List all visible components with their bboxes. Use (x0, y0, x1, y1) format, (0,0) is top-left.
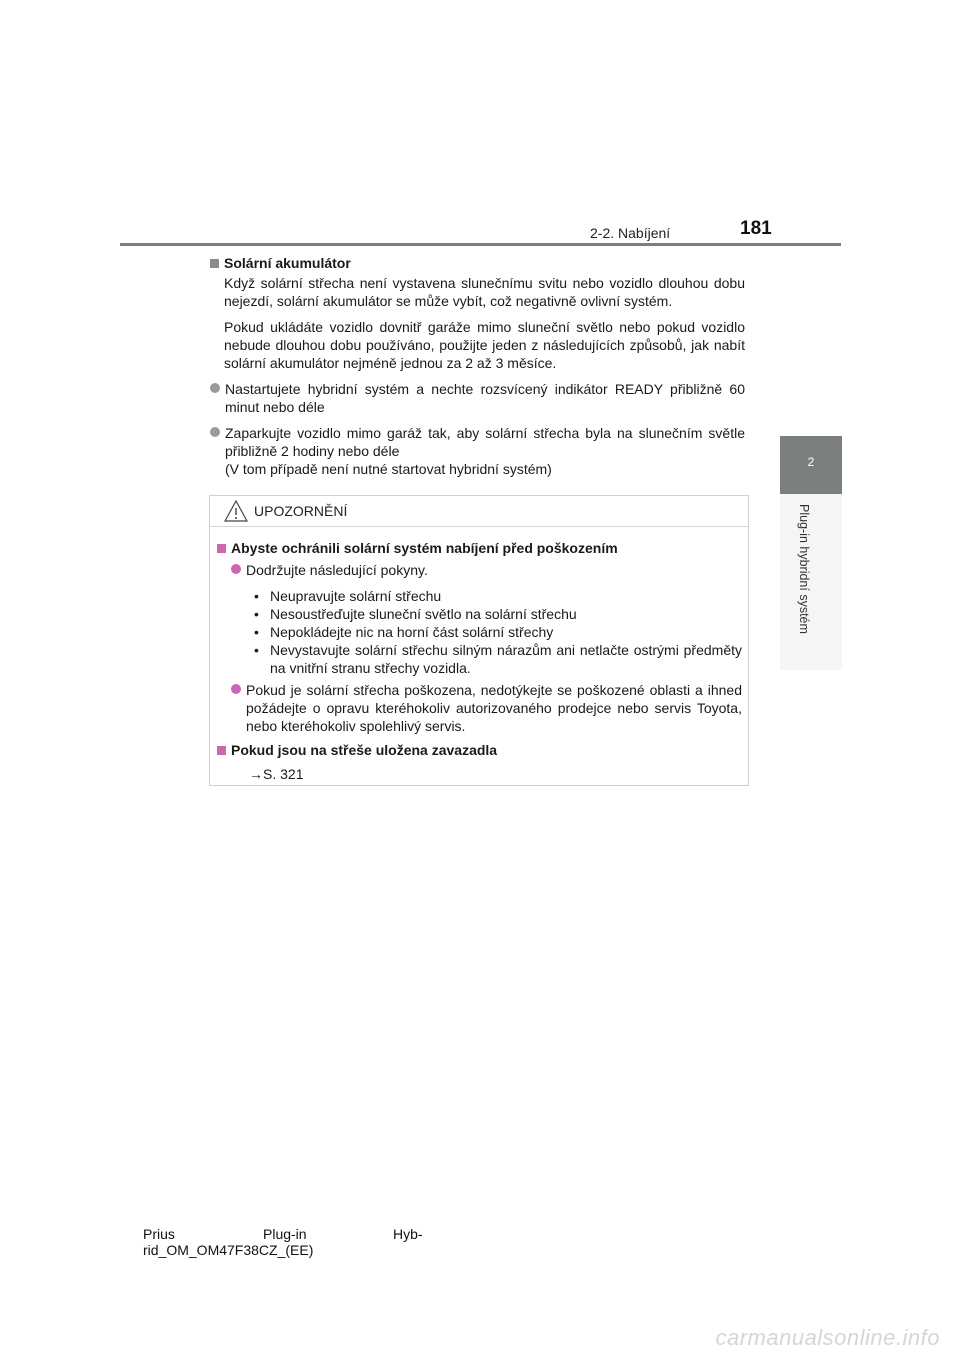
watermark-logo: carmanualsonline.info (715, 1325, 940, 1350)
warning-box (209, 495, 749, 786)
chapter-tab (780, 436, 842, 494)
list-item-text: Dodržujte následující pokyny. (246, 562, 428, 578)
solar-battery-heading (210, 254, 745, 272)
chapter-title: Plug-in hybridní systém (797, 504, 811, 634)
footer-word: Plug-in (263, 1226, 307, 1242)
warning-header (210, 496, 748, 527)
list-item (231, 561, 742, 579)
list-item-text: Nepokládejte nic na horní část solární střechy (270, 624, 554, 640)
footer-line (143, 1226, 423, 1242)
list-item (254, 587, 742, 605)
footer-word: Hyb- (393, 1226, 423, 1242)
list-item (254, 623, 742, 641)
paragraph: Když solární střecha není vystavena slunečnímu svitu nebo vozidlo dlouhou dobu nejezdí, solární akumulátor se může vybít, což negativně ovlivní systém. (224, 275, 745, 309)
list-item-text: Nesoustřeďujte sluneční světlo na solární střechu (270, 606, 577, 622)
page-number: 181 (740, 218, 772, 239)
chapter-strip (780, 494, 842, 670)
square-bullet-icon (210, 259, 219, 268)
round-bullet-icon (231, 564, 241, 574)
warning-heading-text: Pokud jsou na střeše uložena zavazadla (231, 742, 498, 758)
warning-triangle-icon (224, 500, 248, 527)
bullet-marker: • (254, 642, 259, 658)
chapter-number: 2 (807, 455, 815, 469)
round-bullet-icon (231, 684, 241, 694)
paragraph: Pokud ukládáte vozidlo dovnitř garáže mimo sluneční světlo nebo pokud vozidlo nebude dlouhou dobu používáno, použijte jeden z následujících způsobů, jak nabít solární akumulátor nejméně jednou za 2 až 3 měsíce. (224, 319, 745, 371)
warning-body (210, 527, 748, 783)
header-divider (120, 243, 841, 246)
solar-battery-section (210, 254, 745, 478)
list-item (254, 641, 742, 677)
list-item-text: Neupravujte solární střechu (270, 588, 442, 604)
square-bullet-icon (217, 544, 226, 553)
warning-heading-text: Abyste ochránili solární systém nabíjení před poškozením (231, 540, 618, 556)
footer-doc-id (143, 1226, 423, 1258)
list-item-text: Pokud je solární střecha poškozena, nedotýkejte se poškozené oblasti a ihned požádejte o opravu kteréhokoliv autorizovaného prodejce nebo servis Toyota, nebo kteréhokoliv spolehlivý servis. (246, 682, 742, 734)
list-item-text (225, 424, 745, 478)
list-item (210, 424, 745, 478)
list-item-note: (V tom případě není nutné startovat hybridní systém) (225, 461, 552, 477)
footer-word: Prius (143, 1226, 175, 1242)
list-item (254, 605, 742, 623)
list-item-text-line: Zaparkujte vozidlo mimo garáž tak, aby solární střecha byla na slunečním světle přibližně 2 hodiny nebo déle (225, 425, 745, 459)
square-bullet-icon (217, 746, 226, 755)
warning-heading (217, 741, 742, 759)
round-bullet-icon (210, 427, 220, 437)
section-title: 2-2. Nabíjení (590, 225, 671, 241)
instruction-list (254, 587, 742, 677)
solar-battery-heading-text: Solární akumulátor (224, 255, 351, 271)
list-item-text: Nevystavujte solární střechu silným nárazům ani netlačte ostrými předměty na vnitřní stranu střechy vozidla. (270, 642, 742, 676)
warning-title: UPOZORNĚNÍ (254, 503, 348, 519)
list-item (231, 681, 742, 735)
bullet-marker: • (254, 588, 259, 604)
bullet-marker: • (254, 606, 259, 622)
footer-line: rid_OM_OM47F38CZ_(EE) (143, 1242, 314, 1258)
warning-heading (217, 539, 742, 557)
list-item (210, 380, 745, 416)
list-item-text: Nastartujete hybridní systém a nechte rozsvícený indikátor READY přibližně 60 minut nebo déle (225, 381, 745, 415)
round-bullet-icon (210, 383, 220, 393)
page-reference[interactable]: →S. 321 (249, 766, 304, 782)
bullet-marker: • (254, 624, 259, 640)
